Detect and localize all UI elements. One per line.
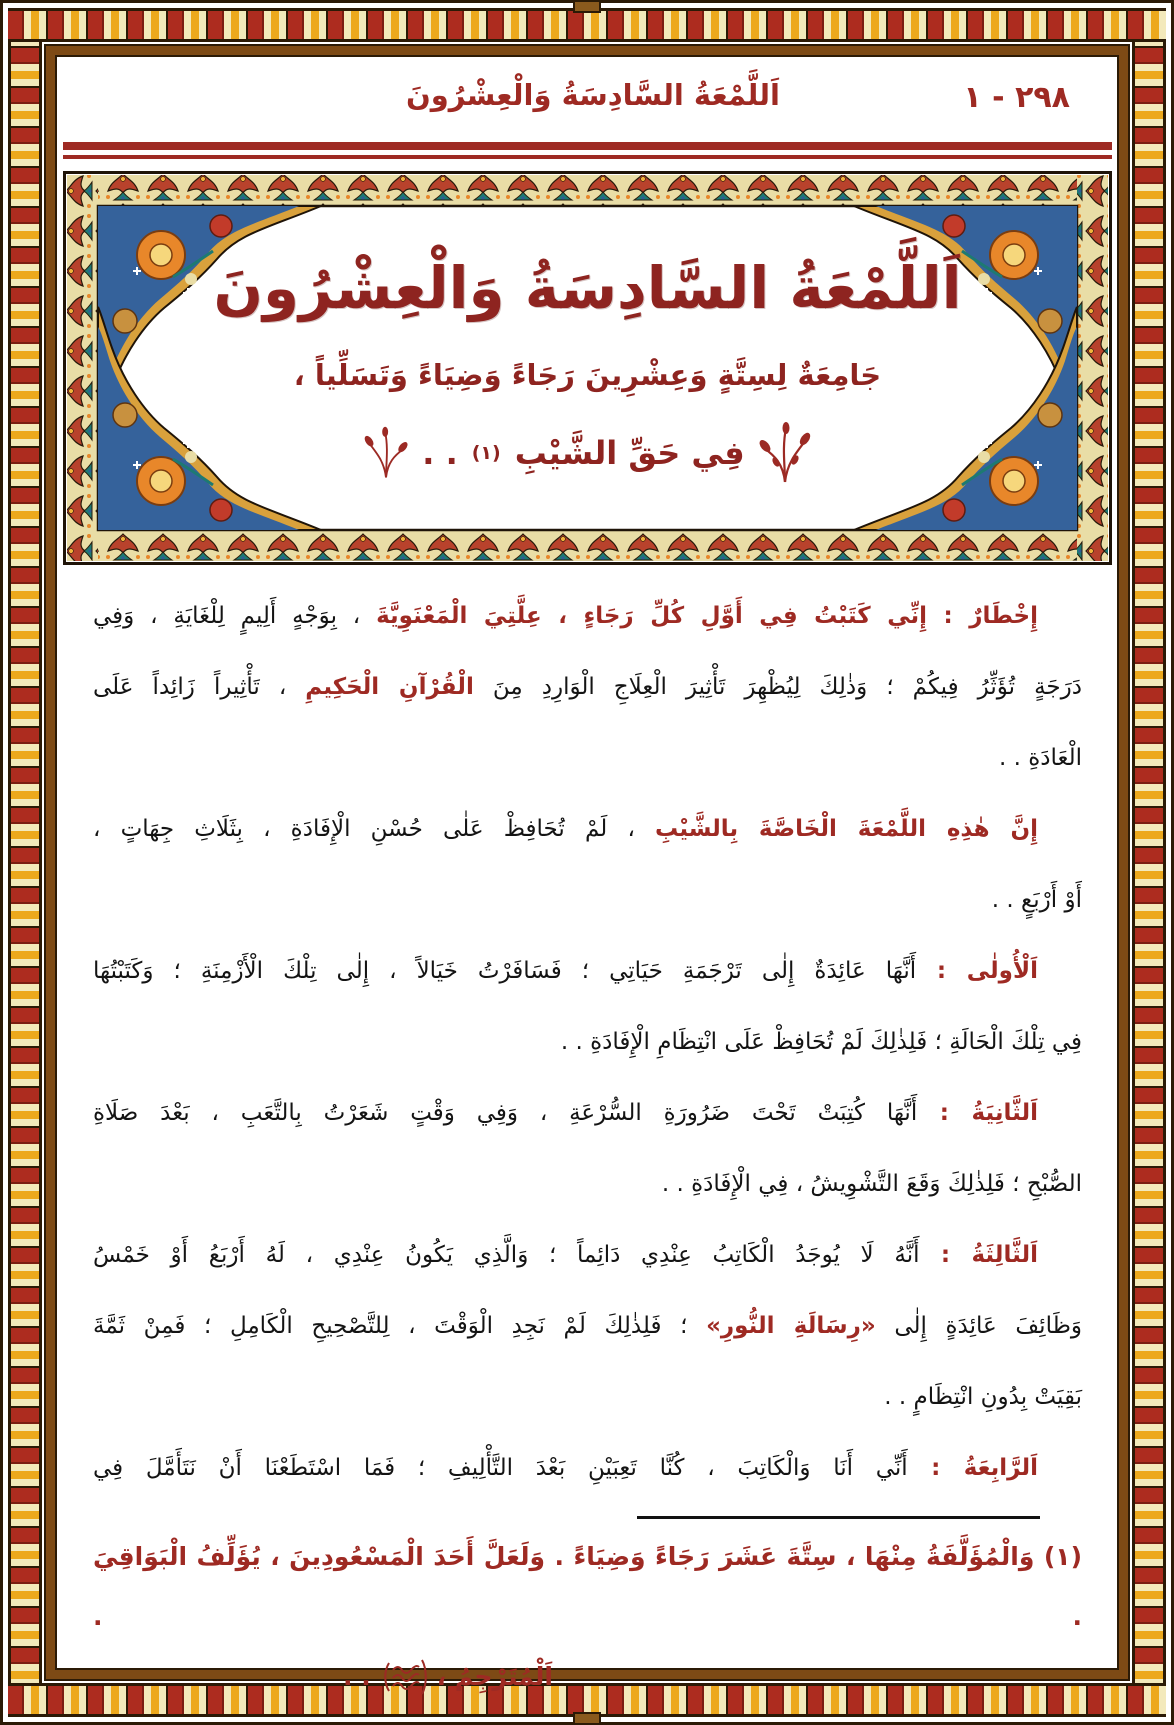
frame-center-tab-bottom	[573, 1712, 601, 1725]
text-segment: دَرَجَةٍ تُؤَثِّرُ فِيكُمْ ؛ وَذٰلِكَ لِيُظْهِرَ تَأْثِيرَ الْعِلَاجِ الْوَارِدِ مِنَ	[473, 674, 1082, 700]
dedication-text: فِي حَقِّ الشَّيْبِ	[514, 434, 745, 473]
footnote-trailing-dots: . .	[343, 1662, 371, 1691]
title-box-content	[103, 211, 1072, 525]
flash-title: اَللَّمْعَةُ السَّادِسَةُ وَالْعِشْرُونَ	[213, 253, 962, 322]
chain-border-left	[8, 8, 42, 1717]
text-segment: بَقِيَتْ بِدُونِ انْتِظَامٍ . .	[884, 1384, 1082, 1410]
illuminated-title-box	[63, 171, 1112, 565]
translator-label: اَلْمُتَرْجِمُ ،	[436, 1662, 553, 1691]
text-segment: أَنَّهَا عَائِدَةٌ إِلٰى تَرْجَمَةِ حَيَاتِي ؛ فَسَافَرْتُ خَيَالاً ، إِلٰى تِلْكَ الْأَزْمِنَةِ ؛ وَكَتَبْتُهَا	[93, 958, 917, 984]
text-segment: إِخْطَارٌ : إِنِّي كَتَبْتُ فِي أَوَّلِ كُلِّ رَجَاءٍ ، عِلَّتِيَ الْمَعْنَوِيَّةَ	[376, 603, 1038, 629]
body-line	[93, 1078, 1082, 1149]
body-text	[63, 581, 1112, 1504]
divider-thin-line	[63, 155, 1112, 159]
text-segment: الصُّبْحِ ؛ فَلِذٰلِكَ وَقَعَ التَّشْوِيشُ ، فِي الْإِفَادَةِ . .	[661, 1171, 1082, 1197]
body-line	[93, 652, 1082, 723]
running-title: اَللَّمْعَةُ السَّادِسَةُ وَالْعِشْرُونَ	[405, 78, 780, 112]
translator-seal-icon	[381, 1657, 427, 1697]
text-segment: وَظَائِفَ عَائِدَةٍ إِلٰى	[875, 1313, 1082, 1339]
body-line	[93, 1007, 1082, 1078]
footnote-line: (١) وَالْمُؤَلَّفَةُ مِنْهَا ، سِتَّةَ عَشَرَ رَجَاءً وَضِيَاءً . وَلَعَلَّ أَحَدَ الْمَسْعُودِينَ ، يُؤَلِّفُ الْبَوَاقِيَ . .	[93, 1542, 1082, 1631]
text-segment: فِي تِلْكَ الْحَالَةِ ؛ فَلِذٰلِكَ لَمْ تُحَافِظْ عَلَى انْتِظَامِ الْإِفَادَةِ . .	[560, 1029, 1082, 1055]
body-line	[93, 723, 1082, 794]
page-content	[63, 74, 1112, 1707]
text-segment: ، بِوَجْهٍ أَلِيمٍ لِلْغَايَةِ ، وَفِي	[93, 603, 377, 629]
text-segment: اَلرَّابِعَةُ :	[907, 1455, 1038, 1481]
text-segment: أَنَّهُ لَا يُوجَدُ الْكَاتِبُ عِنْدِي دَائِماً ؛ وَالَّذِي يَكُونُ عِنْدِي ، لَهُ أَرْبَعُ أَوْ خَمْسُ	[93, 1242, 920, 1268]
text-segment: اَلْأُولٰى :	[916, 958, 1038, 984]
body-line	[93, 865, 1082, 936]
text-segment: ؛ فَلِذٰلِكَ لَمْ نَجِدِ الْوَقْتَ ، لِلتَّصْحِيحِ الْكَامِلِ ؛ فَمِنْ ثَمَّةَ	[93, 1313, 707, 1339]
footnote-line	[343, 1647, 1082, 1707]
body-line	[93, 936, 1082, 1007]
footnote-separator	[637, 1516, 1040, 1519]
chain-border-right	[1132, 8, 1166, 1717]
text-segment: الْقُرْآنِ الْحَكِيمِ	[305, 674, 474, 700]
page-number: ٢٩٨ - ١	[963, 80, 1070, 115]
floral-ornament-right	[759, 422, 811, 484]
text-segment: ، لَمْ تُحَافِظْ عَلٰى حُسْنِ الْإِفَادَةِ ، بِثَلَاثِ جِهَاتٍ ،	[93, 816, 656, 842]
flash-dedication	[364, 422, 810, 484]
header-divider	[63, 142, 1112, 159]
text-segment: اَلثَّانِيَةُ :	[917, 1100, 1039, 1126]
footnote-section	[63, 1516, 1112, 1707]
chain-border-top	[8, 8, 1166, 42]
frame-center-tab-top	[573, 0, 601, 13]
body-line	[93, 581, 1082, 652]
dedication-trailing-dots: . .	[422, 434, 458, 473]
text-segment: إِنَّ هٰذِهِ اللَّمْعَةَ الْخَاصَّةَ بِالشَّيْبِ	[655, 816, 1038, 842]
body-line	[93, 794, 1082, 865]
text-segment: «رِسَالَةِ النُّورِ»	[706, 1313, 876, 1339]
body-line	[93, 1149, 1082, 1220]
divider-thick-line	[63, 142, 1112, 150]
flash-subtitle: جَامِعَةٌ لِسِتَّةٍ وَعِشْرِينَ رَجَاءً وَضِيَاءً وَتَسَلِّياً ،	[293, 358, 882, 393]
footnote-ref: (١)	[471, 442, 501, 465]
page-header	[63, 74, 1112, 134]
body-line	[93, 1362, 1082, 1433]
body-line	[93, 1291, 1082, 1362]
body-line	[93, 1220, 1082, 1291]
text-segment: أَنَّهَا كُتِبَتْ تَحْتَ ضَرُورَةِ السُّرْعَةِ ، وَفِي وَقْتٍ شَعَرْتُ بِالتَّعَبِ ، بَعْدَ صَلَاةِ	[93, 1100, 918, 1126]
text-segment: اَلثَّالِثَةُ :	[919, 1242, 1038, 1268]
text-segment: الْعَادَةِ . .	[998, 745, 1082, 771]
body-line	[93, 1433, 1082, 1504]
floral-ornament-left	[364, 426, 408, 480]
text-segment: أَنِّي أَنَا وَالْكَاتِبَ ، كُنَّا تَعِبَيْنِ بَعْدَ التَّأْلِيفِ ؛ فَمَا اسْتَطَعْنَا أَنْ نَتَأَمَّلَ فِي	[93, 1455, 908, 1481]
text-segment: أَوْ أَرْبَعٍ . .	[991, 887, 1082, 913]
text-segment: ، تَأْثِيراً زَائِداً عَلَى	[93, 674, 306, 700]
